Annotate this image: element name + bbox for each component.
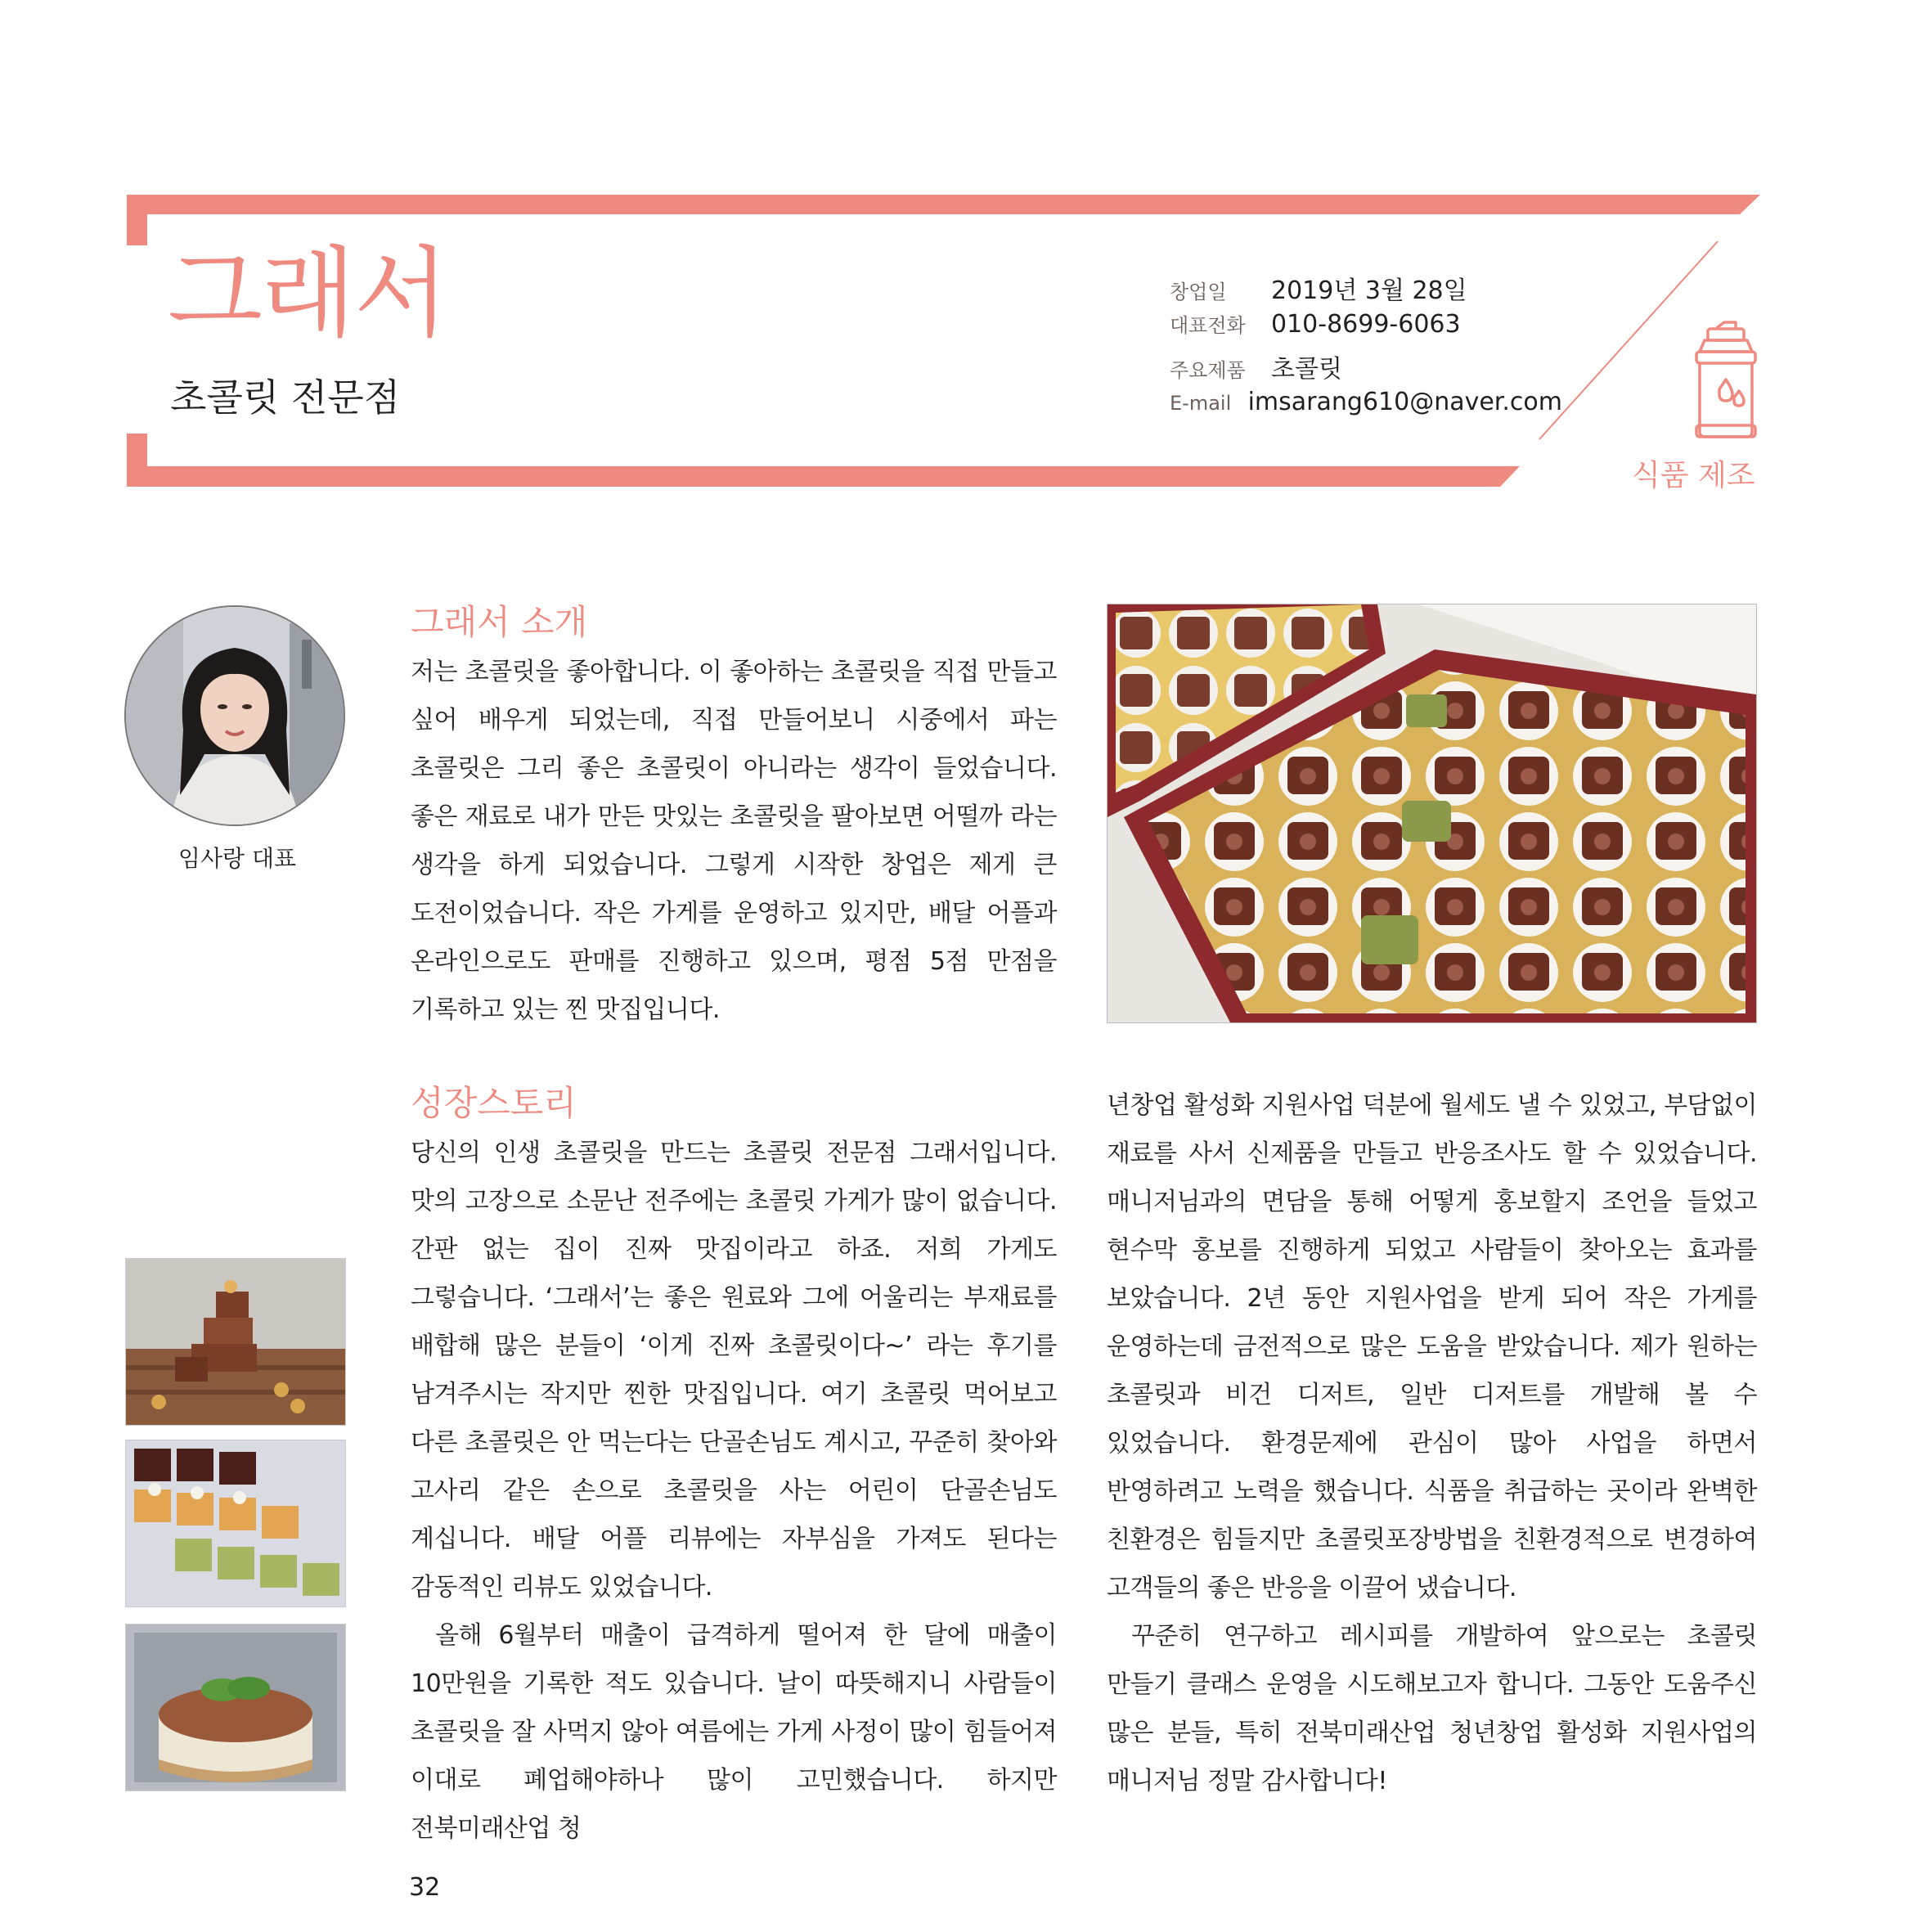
info-row-phone — [1170, 309, 1562, 348]
intro-text — [411, 648, 1057, 1034]
growth-paragraph-4: 꾸준히 연구하고 레시피를 개발하여 앞으로는 초콜릿 만들기 클래스 운영을 시도해보고자 합니다. 그동안 도움주신 많은 분들, 특히 전북미래산업 청년창업 활성화 지원사업의 매니저님 정말 감사합니다! — [1107, 1622, 1757, 1795]
category-label: 식품 제조 — [1632, 459, 1755, 492]
growth-paragraph-2: 올해 6월부터 매출이 급격하게 떨어져 한 달에 매출이 10만원을 기록한 적도 있습니다. 날이 따뜻해지니 사람들이 초콜릿을 잘 사먹지 않아 여름에는 가게 사정이 많이 힘들어져 이대로 폐업해야하나 많이 고민했습니다. 하지만 전북미래산업 청 — [411, 1621, 1057, 1843]
info-value: 010-8699-6063 — [1271, 310, 1461, 339]
growth-paragraph-3: 년창업 활성화 지원사업 덕분에 월세도 낼 수 있었고, 부담없이 재료를 사서 신제품을 만들고 반응조사도 할 수 있었습니다. 매니저님과의 면담을 통해 어떻게 홍보할지 조언을 들었고 현수막 홍보를 진행하게 되었고 사람들이 찾아오는 효과를 보았습니다. 2년 동안 지원사업을 받게 되어 작은 가게를 운영하는데 금전적으로 많은 도움을 받았습니다. 제가 원하는 초콜릿과 비건 디저트, 일반 디저트를 개발해 볼 수 있었습니다. 환경문제에 관심이 많아 사업을 하면서 반영하려고 노력을 했습니다. 식품을 취급하는 곳이라 완벽한 친환경은 힘들지만 초콜릿포장방법을 친환경적으로 변경하여 고객들의 좋은 반응을 이끌어 냈습니다. — [1107, 1091, 1757, 1602]
info-row-email — [1170, 388, 1562, 427]
tiramisu-photo — [125, 1624, 346, 1791]
growth-text-left — [411, 1129, 1057, 1853]
intro-heading: 그래서 소개 — [411, 602, 588, 642]
info-row-products — [1170, 348, 1562, 388]
store-info — [1170, 270, 1562, 427]
ceo-portrait — [124, 605, 345, 826]
info-label: 주요제품 — [1170, 359, 1246, 382]
growth-paragraph-1: 당신의 인생 초콜릿을 만드는 초콜릿 전문점 그래서입니다. 맛의 고장으로 소문난 전주에는 초콜릿 가게가 많이 없습니다. 간판 없는 집이 진짜 맛집이라고 하죠. 저희 가게도 그렇습니다. ‘그래서’는 좋은 원료와 그에 어울리는 부재료를 배합해 많은 분들이 ‘이게 진짜 초콜릿이다~’ 라는 후기를 남겨주시는 작지만 찐한 맛집입니다. 여기 초콜릿 먹어보고 다른 초콜릿은 안 먹는다는 단골손님도 계시고, 꾸준히 찾아와 고사리 같은 손으로 초콜릿을 사는 어린이 단골손님도 계십니다. 배달 어플 리뷰에는 자부심을 가져도 된다는 감동적인 리뷰도 있었습니다. — [411, 1139, 1057, 1602]
info-value: 초콜릿 — [1271, 355, 1342, 384]
store-subtitle: 초콜릿 전문점 — [170, 375, 401, 420]
chocolate-cubes-photo — [125, 1258, 346, 1426]
page-number: 32 — [409, 1873, 441, 1902]
ceo-caption: 임사랑 대표 — [177, 845, 297, 872]
desserts-photo — [125, 1440, 346, 1607]
store-name: 그래서 — [168, 237, 447, 351]
growth-text-right — [1107, 1081, 1757, 1805]
info-row-founded — [1170, 270, 1562, 309]
growth-heading: 성장스토리 — [411, 1083, 577, 1123]
info-value: imsarang610@naver.com — [1247, 388, 1562, 416]
intro-paragraph: 저는 초콜릿을 좋아합니다. 이 좋아하는 초콜릿을 직접 만들고 싶어 배우게 되었는데, 직접 만들어보니 시중에서 파는 초콜릿은 그리 좋은 초콜릿이 아니라는 생각이 들었습니다. 좋은 재료로 내가 만든 맛있는 초콜릿을 팔아보면 어떨까 라는 생각을 하게 되었습니다. 그렇게 시작한 창업은 제게 큰 도전이었습니다. 작은 가게를 운영하고 있지만, 배달 어플과 온라인으로도 판매를 진행하고 있으며, 평점 5점 만점을 기록하고 있는 찐 맛집입니다. — [411, 658, 1057, 1024]
info-label: 창업일 — [1170, 281, 1227, 303]
jar-icon — [1685, 319, 1767, 442]
chocolate-box-photo — [1107, 604, 1757, 1023]
info-label: E-mail — [1170, 392, 1232, 415]
info-label: 대표전화 — [1170, 314, 1246, 337]
info-value: 2019년 3월 28일 — [1271, 276, 1467, 305]
